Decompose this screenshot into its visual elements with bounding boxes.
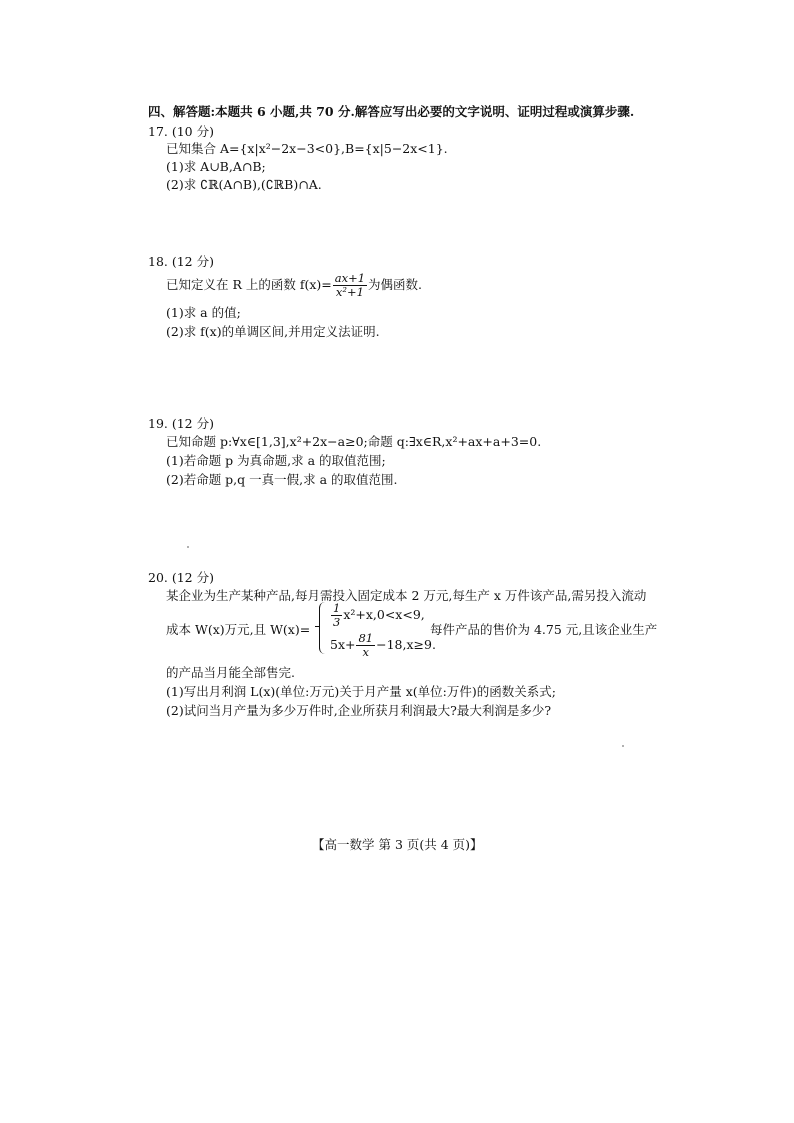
q19-part2: (2)若命题 p,q 一真一假,求 a 的取值范围. <box>166 472 398 487</box>
scan-speck <box>622 745 624 747</box>
section-header: 四、解答题:本题共 6 小题,共 70 分.解答应写出必要的文字说明、证明过程或演算步骤. <box>148 104 635 119</box>
q18-stem-prefix: 已知定义在 R 上的函数 f(x)= <box>166 277 332 292</box>
q19-part1: (1)若命题 p 为真命题,求 a 的取值范围; <box>166 453 386 468</box>
q17-part1: (1)求 A∪B,A∩B; <box>166 159 266 174</box>
q20-case1-denominator: 3 <box>333 615 341 629</box>
q20-case2-numerator: 81 <box>358 631 374 645</box>
q20-line2-prefix: 成本 W(x)万元,且 W(x)= <box>166 622 311 637</box>
q20-case2-rest: −18,x≥9. <box>376 637 436 652</box>
scan-speck <box>187 546 189 548</box>
q17-stem: 已知集合 A={x|x²−2x−3<0},B={x|5−2x<1}. <box>166 141 448 156</box>
q18-stem <box>166 272 422 299</box>
q20-line3: 的产品当月能全部售完. <box>166 665 295 680</box>
q18-fraction <box>333 272 367 299</box>
q17-part2: (2)求 ∁ℝ(A∩B),(∁ℝB)∩A. <box>166 177 322 192</box>
q20-case2 <box>330 632 436 659</box>
q19-number: 19. (12 分) <box>148 416 214 431</box>
q17-number: 17. (10 分) <box>148 124 214 139</box>
q18-stem-suffix: 为偶函数. <box>368 277 423 292</box>
q20-part2: (2)试问当月产量为多少万件时,企业所获月利润最大?最大利润是多少? <box>166 703 552 718</box>
q19-stem: 已知命题 p:∀x∈[1,3],x²+2x−a≥0;命题 q:∃x∈R,x²+ax+a+3=0. <box>166 434 542 449</box>
q20-case1 <box>330 602 425 629</box>
piecewise-brace <box>319 602 326 654</box>
q20-line2-suffix: 每件产品的售价为 4.75 元,且该企业生产 <box>430 622 658 637</box>
q20-case1-numerator: 1 <box>333 601 341 615</box>
q20-line1: 某企业为生产某种产品,每月需投入固定成本 2 万元,每生产 x 万件该产品,需另投入流动 <box>166 588 647 603</box>
page-footer: 【高一数学 第 3 页(共 4 页)】 <box>312 837 483 852</box>
q20-case2-prefix: 5x+ <box>330 637 356 652</box>
q20-part1: (1)写出月利润 L(x)(单位:万元)关于月产量 x(单位:万件)的函数关系式; <box>166 684 556 699</box>
q20-case2-denominator: x <box>362 645 370 659</box>
q20-case2-fraction <box>356 632 375 659</box>
q18-part1: (1)求 a 的值; <box>166 305 241 320</box>
q20-number: 20. (12 分) <box>148 570 214 585</box>
q18-part2: (2)求 f(x)的单调区间,并用定义法证明. <box>166 324 380 339</box>
q20-case1-fraction <box>331 602 342 629</box>
q20-case1-rest: x²+x,0<x<9, <box>343 607 425 622</box>
q18-frac-numerator: ax+1 <box>334 271 366 285</box>
q18-number: 18. (12 分) <box>148 254 214 269</box>
q18-frac-denominator: x²+1 <box>335 285 364 299</box>
